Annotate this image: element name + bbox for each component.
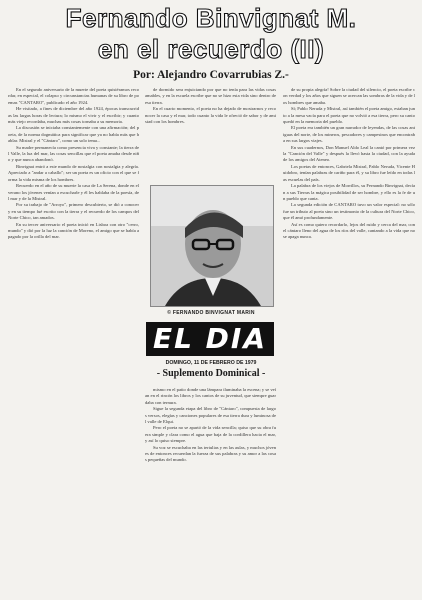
paragraph: de su propia alegría! Sobre la ciudad del silencio, el poeta escribe con verdad y los años que siguen se acercan las sombras de la vida y de los hombres que amaba.: [283, 87, 415, 105]
text-column-1: [8, 87, 139, 592]
paragraph: La discusión se iniciaba constantemente con una afirmación; del poeta, de la norma dogmática para significar que ya no había más que hablar. Mistral y el "Cántaro", como un solo tema...: [8, 125, 139, 144]
poet-portrait-photo: [150, 185, 274, 307]
paragraph: Recuerdo en el año de su muerte la casa de La Serena, donde en el verano los jóvenes venían a escucharle y él les hablaba de la poesía, del mar y de la Mistral.: [8, 183, 139, 201]
paragraph: mismo en el patio donde una lámpara iluminaba la escena; y se veían en el rincón los libros y los cantos de su juventud, que siempre guardaba con ternura.: [145, 387, 276, 405]
paragraph: El poeta era también un gran narrador de leyendas, de las cosas antiguas del norte, de los mineros, pescadores y campesinos que encontraba en sus largos viajes.: [283, 125, 415, 144]
paragraph: Así es como quiero recordarlo, lejos del ruido y cerca del mar, con el cántaro lleno del agua de los ríos del valle, cantando a la vida que no se apaga nunca.: [283, 221, 415, 240]
paragraph: Su madre permanecía como presencia viva y constante; la tierra del Valle, la luz del mar, las cosas sencillas que el poeta amaba desde niño y que nunca abandonó.: [8, 144, 139, 163]
paragraph: Sigue la segunda etapa del libro de "Cántaro", compuesta de largos versos, elegías y canciones populares de esa tierra dura y luminosa del valle de Elqui.: [145, 406, 276, 425]
text-column-3: [283, 87, 415, 592]
paragraph: Pero el poeta no se apartó de la vida sencilla; quiso que su obra fuera simple y clara como el agua que baja de la cordillera hacia el mar, y así lo quiso siempre.: [145, 425, 276, 444]
paragraph: Su voz se escuchaba en las tertulias y en las aulas, y muchos jóvenes de entonces recuerdan la fuerza de sus palabras y su amor a las cosas pequeñas del mundo.: [145, 444, 276, 463]
newspaper-masthead-logo: EL DIA: [146, 322, 274, 356]
paragraph: La palabra de los viejos de Morrillos, su Fernando Binvignat, decían a sus Tierras la mágica posibilidad de ser hombre, y ello es la fe de un pueblo que canta.: [283, 183, 415, 201]
text-column-2-bottom: [145, 387, 276, 592]
paragraph: Los poetas de entonces, Gabriela Mistral, Pablo Neruda, Vicente Huidobro, tenían palabras de cariño para él, y su libro fue leído en todas las escuelas del país.: [283, 163, 415, 182]
paragraph: En su tercer aniversario el poeta inició en Lisboa con otro "cerro, mundo" y dió por la luz la canción de Moreno, el amigo que se había apagado por la orilla del mar.: [8, 221, 139, 240]
text-column-2-top: [145, 87, 276, 179]
paragraph: En sus cuadernos, Don Manuel Aldo Leal la cantó por primera vez la "Canción del Valle" y después la llevó hasta la ciudad, con la ayuda de los amigos del Ateneo.: [283, 144, 415, 163]
photo-caption: © FERNANDO BINVIGNAT MARIN: [167, 310, 255, 316]
article-byline: Por: Alejandro Covarrubias Z.-: [133, 69, 289, 81]
paragraph: de dormido sera enjuiciando por que no tenía para las vidas cosas amables, y en la escuela escribe que no se hizo esta vida sino dentro de esa tierra.: [145, 87, 276, 105]
issue-dateline: DOMINGO, 11 DE FEBRERO DE 1979: [165, 360, 257, 366]
paragraph: Por su trabajo de "Arroyo", primero descubierto, se dió a conocer y en su tiempo fué escrito con la tierra y el recuerdo de los campos del Norte Chico, tan amados.: [8, 202, 139, 221]
paragraph: La segunda edición de CANTARO tuvo un valor especial: no sólo fue un tributo al poeta sino un testimonio de la cultura del Norte Chico, que él amó profundamente.: [283, 202, 415, 221]
supplement-label: - Suplemento Dominical -: [156, 368, 266, 379]
article-title-line2: en el recuerdo (II): [97, 34, 325, 64]
paragraph: Binvignat entró a este mundo de nostalgia con nostalgia y alegría. Apreciado a "andar a caballo"; ser un poeta es un oficio con el que se forma la vida misma de los hombres.: [8, 163, 139, 182]
paragraph: He visitado, a fines de diciembre del año 1924, épocas transcurridas las largas horas de lectura; lo mismo el vivir y el escribir; y cuanto más viejo recordaba, muchas más cosas tornaba a su memoria.: [8, 106, 139, 125]
portrait-illustration: [151, 186, 273, 306]
paragraph: Sí; Pablo Neruda y Mistral, así también el poeta amigo, estaban junto a la mesa vacía para el poeta que no volvió a esa tierra, pero su canto quedó en la memoria del pueblo.: [283, 106, 415, 125]
paragraph: En el cuarto momento, el poeta no ha dejado de mostrarnos y reconocer la casa y el mar, todo cuanto la vida le ofreció de sabor y de amistad con los hombres.: [145, 106, 276, 125]
article-title-line1: Fernando Binvignat M.: [65, 3, 357, 33]
paragraph: En el segundo aniversario de la muerte del poeta quisiéramos recordar, en especial, el colapso y circunstancias humanas de su libro de poemas "CANTARO", publicado el año 1924.: [8, 87, 139, 105]
